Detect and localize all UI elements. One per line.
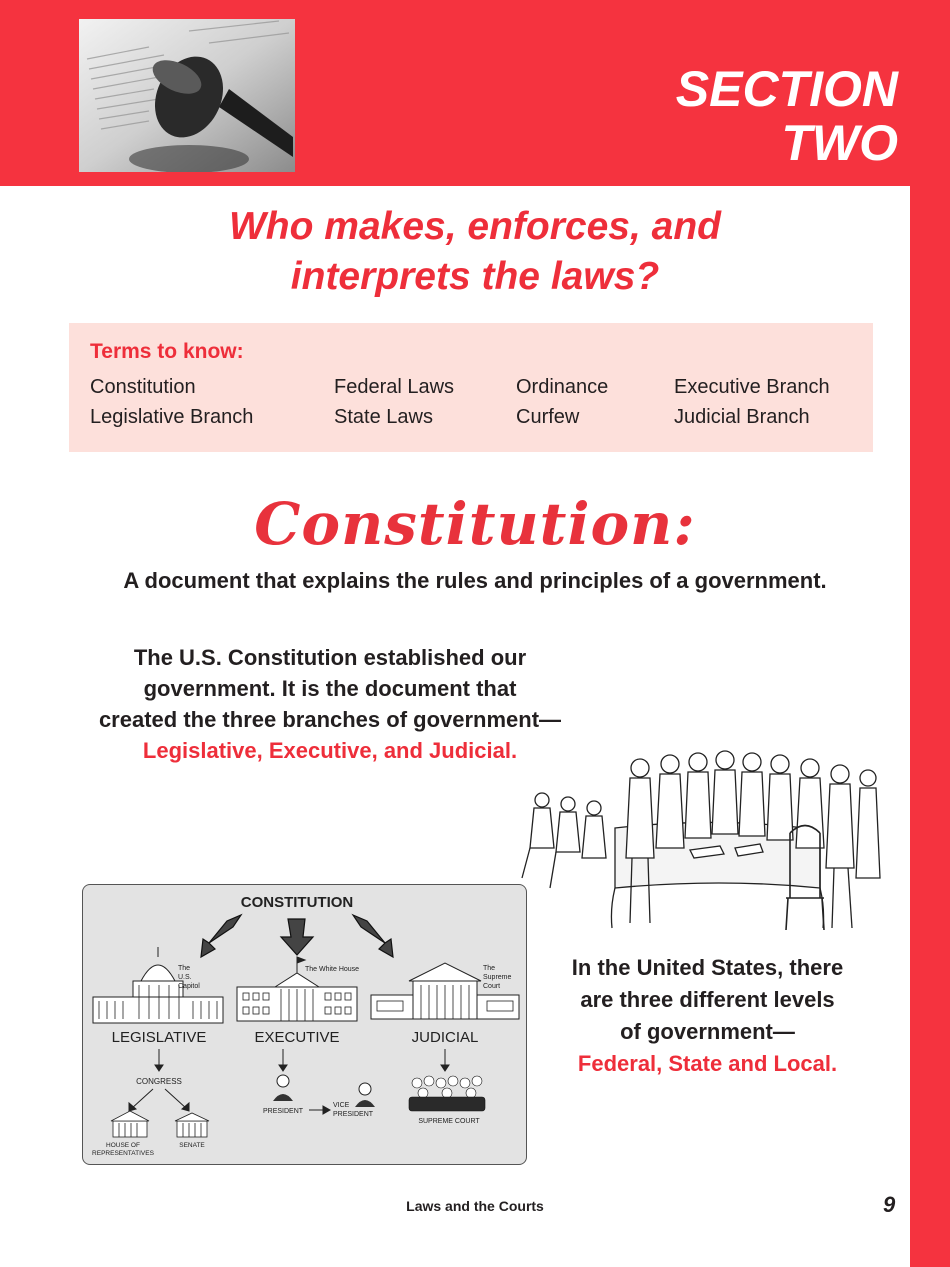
capitol-icon [93,947,223,1023]
court-label-1: The [483,965,496,972]
diagram-title: CONSTITUTION [240,894,354,911]
capitol-label-2: U.S. [178,974,192,981]
capitol-label-3: Capitol [178,983,200,990]
president-label: PRESIDENT [262,1108,304,1115]
constitution-paragraph [60,642,600,766]
term-curfew: Curfew [516,406,580,428]
capitol-label-1: The [178,965,191,972]
term-ordinance: Ordinance [516,376,609,398]
convention-drawing [520,738,888,934]
court-label-2: Supreme [483,974,512,981]
term-federal-laws: Federal Laws [334,376,455,398]
legislative-label: LEGISLATIVE [111,1029,207,1046]
paragraph1-line3: created the three branches of government— [98,707,562,732]
section-title-line2: TWO [781,115,898,171]
term-constitution: Constitution [90,376,196,398]
section-title [676,62,898,170]
terms-box [69,323,873,452]
term-judicial-branch: Judicial Branch [674,406,810,428]
constitution-heading: Constitution: [254,490,696,558]
vice-president-label-1: VICE [333,1102,350,1109]
supreme-court-label: SUPREME COURT [418,1118,480,1125]
president-icon [273,1075,293,1101]
arrow-center-icon [281,919,313,955]
gavel-photo [79,19,295,172]
paragraph2-line2: are three different levels [580,987,835,1012]
arrow-right-icon [353,915,393,957]
branches-diagram-svg [83,885,527,1165]
question-line1: Who makes, enforces, and [229,205,721,248]
section-title-line1: SECTION [675,61,898,117]
house-label-1: HOUSE OF [106,1142,140,1149]
footer-title: Laws and the Courts [406,1198,544,1214]
term-executive-branch: Executive Branch [674,376,830,398]
question-line2: interprets the laws? [290,255,660,298]
vice-president-label-2: PRESIDENT [333,1111,374,1118]
paragraph1-line2: government. It is the document that [143,676,517,701]
page-number: 9 [883,1192,896,1217]
senate-label: SENATE [179,1142,205,1149]
court-label-3: Court [483,983,501,990]
terms-heading: Terms to know: [90,340,244,363]
paragraph1-highlight: Legislative, Executive, and Judicial. [142,738,518,763]
down-arrow-icons [201,915,393,957]
side-band [910,0,950,1267]
page-question [0,202,950,302]
levels-paragraph [540,952,875,1080]
house-building-icon [111,1111,149,1137]
constitution-definition: A document that explains the rules and principles of a government. [123,568,827,593]
term-state-laws: State Laws [334,406,433,428]
paragraph2-line1: In the United States, there [571,955,844,980]
arrow-left-icon [201,915,241,957]
judicial-label: JUDICIAL [411,1029,479,1046]
signing-illustration [520,738,888,934]
paragraph2-highlight: Federal, State and Local. [577,1051,838,1076]
congress-label: CONGRESS [136,1077,182,1086]
branches-diagram [82,884,527,1165]
gavel-icon [79,19,295,172]
house-label-2: REPRESENTATIVES [92,1150,154,1157]
white-house-label: The White House [305,966,360,973]
paragraph2-line3: of government— [620,1019,795,1044]
justices-icon [409,1076,485,1111]
term-legislative-branch: Legislative Branch [90,406,254,428]
vice-president-icon [355,1083,375,1107]
supreme-court-icon [371,963,519,1019]
executive-label: EXECUTIVE [254,1029,340,1046]
paragraph1-line1: The U.S. Constitution established our [133,645,527,670]
senate-building-icon [175,1113,209,1137]
